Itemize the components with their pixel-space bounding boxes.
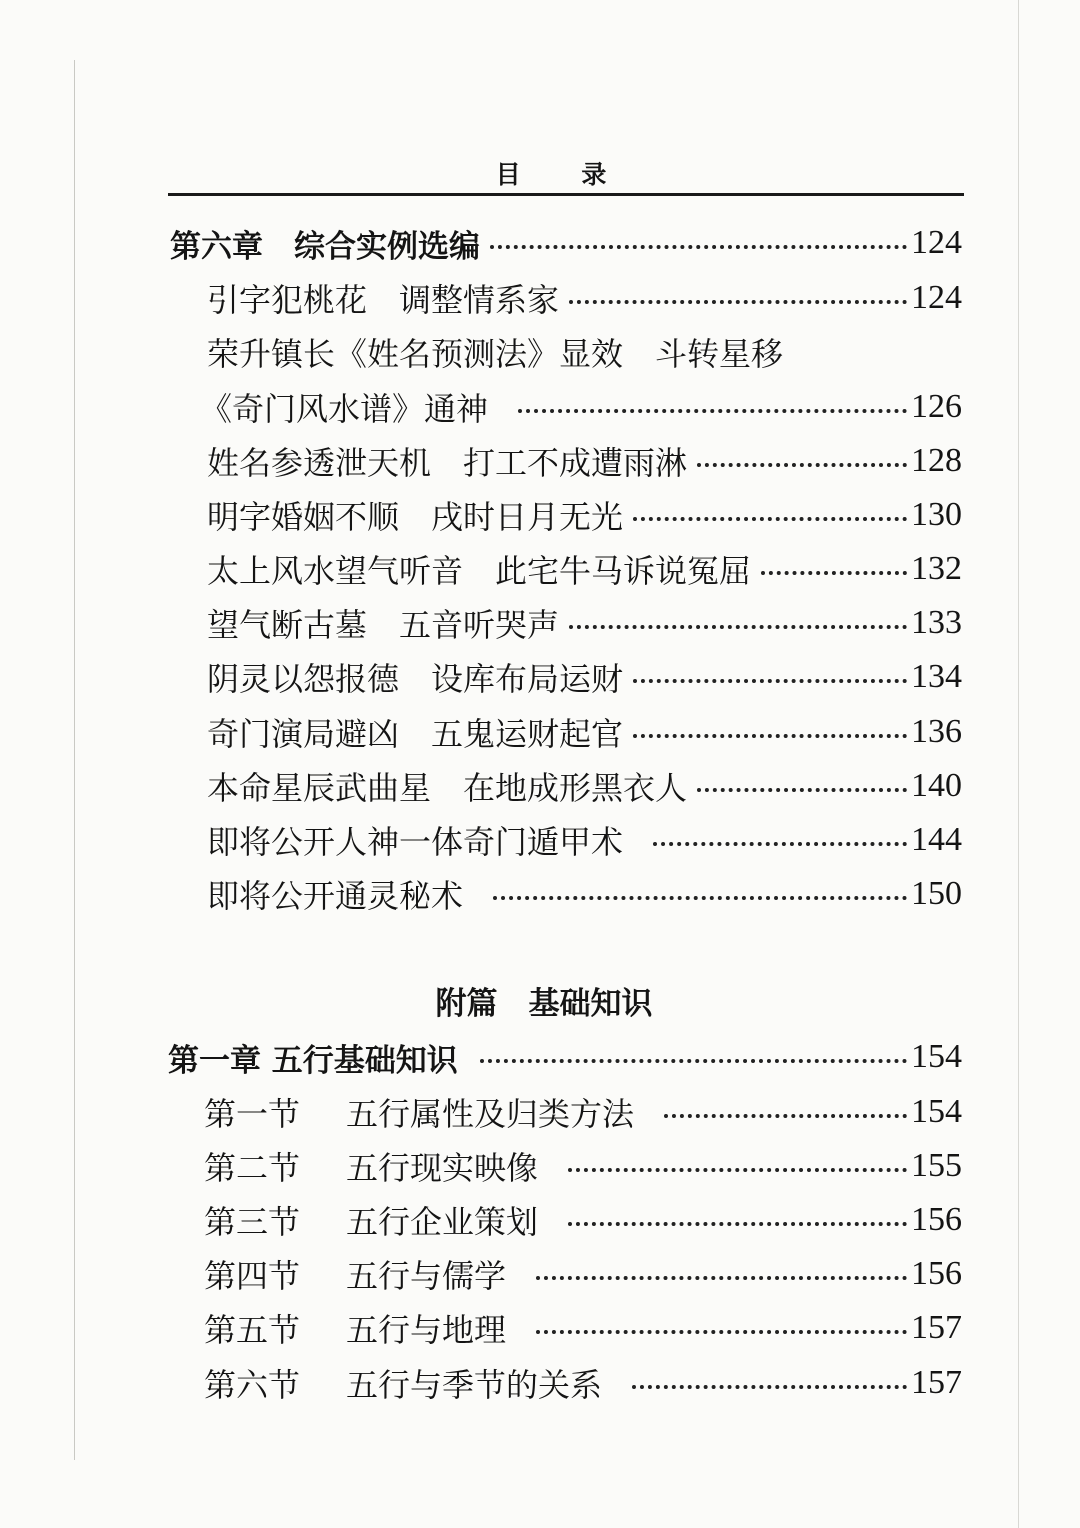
running-header: [0, 155, 1080, 191]
leader-dots: [536, 1276, 907, 1280]
section-title: 五行与季节的关系: [346, 1366, 603, 1404]
entry-title: 奇门演局避凶 五鬼运财起官: [207, 715, 624, 753]
toc-entry[interactable]: [207, 869, 962, 919]
section-number: 第一节: [204, 1095, 301, 1133]
toc-section[interactable]: [204, 1303, 962, 1353]
header-rule: [168, 193, 964, 196]
leader-dots: [569, 300, 907, 304]
page-number: 133: [911, 604, 962, 641]
leader-dots: [480, 1059, 907, 1063]
toc-entry[interactable]: [207, 273, 962, 323]
entry-title: 太上风水望气听音 此宅牛马诉说冤屈: [207, 552, 752, 590]
leader-dots: [653, 842, 907, 846]
entry-title: 阴灵以怨报德 设库布局运财: [207, 660, 624, 698]
section-title: 五行属性及归类方法: [346, 1095, 635, 1133]
chapter-title: 第一章 五行基础知识: [168, 1042, 458, 1079]
entry-title: 荣升镇长《姓名预测法》显效 斗转星移: [207, 335, 784, 373]
section-number: 第五节: [204, 1311, 301, 1349]
leader-dots: [518, 409, 907, 413]
toc-entry[interactable]: [207, 598, 962, 648]
leader-dots: [568, 1222, 907, 1226]
entry-title: 即将公开通灵秘术: [207, 877, 464, 915]
section-title: 五行与儒学: [346, 1257, 507, 1295]
section-title: 五行现实映像: [346, 1149, 539, 1187]
section-number: 第三节: [204, 1203, 301, 1241]
page-number: 134: [911, 658, 962, 695]
toc-entry[interactable]: [207, 815, 962, 865]
section-number: 第二节: [204, 1149, 301, 1187]
page-number: 156: [911, 1201, 962, 1238]
leader-dots: [568, 1168, 907, 1172]
page-number: 150: [911, 875, 962, 912]
toc-entry[interactable]: [207, 544, 962, 594]
toc-entry[interactable]: [207, 652, 962, 702]
toc-entry-line1[interactable]: [207, 327, 783, 377]
page-number: 130: [911, 496, 962, 533]
header-title: 目 录: [495, 160, 633, 189]
page-number: 155: [911, 1147, 962, 1184]
appendix-title: [0, 978, 1080, 1023]
toc-section[interactable]: [204, 1141, 962, 1191]
section-number: 第六节: [204, 1366, 301, 1404]
page-number: 157: [911, 1364, 962, 1401]
section-title: 五行企业策划: [346, 1203, 539, 1241]
toc-entry[interactable]: [207, 436, 962, 486]
page-number: 157: [911, 1309, 962, 1346]
toc-chapter-6[interactable]: [170, 218, 962, 268]
page-edge-line: [74, 60, 75, 1460]
toc-section[interactable]: [204, 1087, 962, 1137]
page-number: 136: [911, 713, 962, 750]
entry-title: 引字犯桃花 调整情系家: [207, 281, 560, 319]
leader-dots: [697, 463, 907, 467]
page-number: 140: [911, 767, 962, 804]
entry-title: 姓名参透泄天机 打工不成遭雨淋: [207, 444, 688, 482]
page-number: 156: [911, 1255, 962, 1292]
entry-title: 明字婚姻不顺 戌时日月无光: [207, 498, 624, 536]
leader-dots: [761, 571, 907, 575]
leader-dots: [490, 245, 907, 249]
entry-title-continued: 《奇门风水谱》通神: [200, 390, 489, 428]
leader-dots: [493, 896, 907, 900]
leader-dots: [569, 625, 907, 629]
page-number: 124: [911, 279, 962, 316]
page-number: 124: [911, 224, 962, 261]
page-number: 126: [911, 388, 962, 425]
leader-dots: [697, 788, 907, 792]
appendix-title-text: 附篇 基础知识: [435, 986, 653, 1022]
leader-dots: [633, 679, 907, 683]
leader-dots: [632, 1385, 907, 1389]
leader-dots: [633, 734, 907, 738]
toc-chapter-1[interactable]: [168, 1032, 962, 1082]
entry-title: 望气断古墓 五音听哭声: [207, 606, 560, 644]
toc-entry[interactable]: [207, 761, 962, 811]
page-number: 154: [911, 1093, 962, 1130]
toc-entry[interactable]: [207, 490, 962, 540]
leader-dots: [664, 1114, 907, 1118]
page-edge-line-right: [1018, 0, 1019, 1528]
leader-dots: [633, 517, 907, 521]
toc-section[interactable]: [204, 1195, 962, 1245]
page-number: 132: [911, 550, 962, 587]
section-number: 第四节: [204, 1257, 301, 1295]
entry-title: 本命星辰武曲星 在地成形黑衣人: [207, 769, 688, 807]
toc-section[interactable]: [204, 1358, 962, 1408]
toc-entry[interactable]: [200, 382, 962, 432]
toc-section[interactable]: [204, 1249, 962, 1299]
section-title: 五行与地理: [346, 1311, 507, 1349]
page-number: 154: [911, 1038, 962, 1075]
page-number: 144: [911, 821, 962, 858]
chapter-title: 第六章 综合实例选编: [170, 228, 480, 265]
leader-dots: [536, 1330, 907, 1334]
toc-entry[interactable]: [207, 707, 962, 757]
page-number: 128: [911, 442, 962, 479]
entry-title: 即将公开人神一体奇门遁甲术: [207, 823, 624, 861]
